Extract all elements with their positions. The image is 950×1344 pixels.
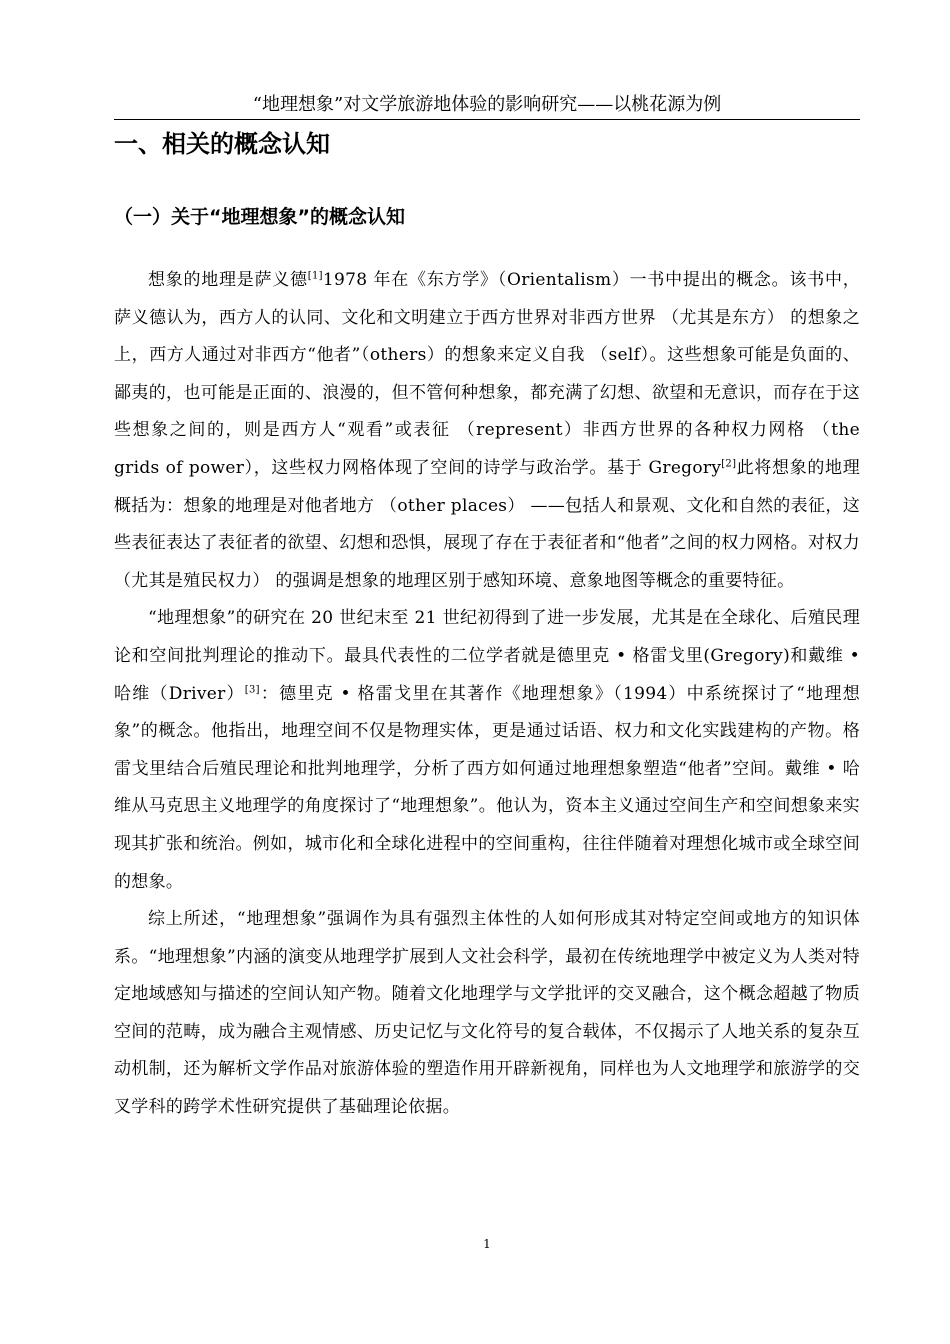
- page-number: 1: [483, 1237, 491, 1251]
- body-text: [114, 262, 860, 1127]
- citation-3: [3]: [244, 683, 260, 695]
- subsection-heading: （一）关于“地理想象”的概念认知: [114, 206, 405, 228]
- header-rule: [114, 119, 860, 120]
- citation-1: [1]: [307, 270, 323, 282]
- citation-2: [2]: [721, 458, 737, 470]
- paragraph-2-text-b: ：德里克 • 格雷戈里在其著作《地理想象》（1994）中系统探讨了“地理想象”的概念。他指出，地理空间不仅是物理实体，更是通过话语、权力和文化实践建构的产物。格雷戈里结合后殖民理论和批判地理学，分析了西方如何通过地理想象塑造“他者”空间。戴维 • 哈维从马克思主义地理学的角度探讨了“地理想象”。他认为，资本主义通过空间生产和空间想象来实现其扩张和统治。例如，城市化和全球化进程中的空间重构，往往伴随着对理想化城市或全球空间的想象。: [114, 683, 861, 892]
- paragraph-3-text: 综上所述，“地理想象”强调作为具有强烈主体性的人如何形成其对特定空间或地方的知识体系。“地理想象”内涵的演变从地理学扩展到人文社会科学，最初在传统地理学中被定义为人类对特定地域感知与描述的空间认知产物。随着文化地理学与文学批评的交叉融合，这个概念超越了物质空间的范畴，成为融合主观情感、历史记忆与文化符号的复合载体，不仅揭示了人地关系的复杂互动机制，还为解析文学作品对旅游体验的塑造作用开辟新视角，同样也为人文地理学和旅游学的交叉学科的跨学术性研究提供了基础理论依据。: [114, 909, 860, 1118]
- paragraph-3: [114, 901, 860, 1127]
- paragraph-1-text-b: 1978 年在《东方学》（Orientalism）一书中提出的概念。该书中，萨义德认为，西方人的认同、文化和文明建立于西方世界对非西方世界 （尤其是东方） 的想象之上，西方人通过对非西方“他者”（others）的想象来定义自我 （self）。这些想象可能是负面的、鄙夷的，也可能是正面的、浪漫的，但不管何种想象，都充满了幻想、欲望和无意识，而存在于这些想象之间的，则是西方人“观看”或表征 （represent）非西方世界的各种权力网格 （the grids of power），这些权力网格体现了空间的诗学与政治学。基于 Gregory: [114, 270, 860, 478]
- paragraph-1-text-c: 此将想象的地理概括为：想象的地理是对他者地方 （other places） ——包括人和景观、文化和自然的表征，这些表征表达了表征者的欲望、幻想和恐惧，展现了存在于表征者和“他者”之间的权力网格。对权力 （尤其是殖民权力） 的强调是想象的地理区别于感知环境、意象地图等概念的重要特征。: [114, 457, 860, 591]
- section-heading: 一、相关的概念认知: [114, 130, 330, 158]
- paragraph-2-text-a: “地理想象”的研究在 20 世纪末至 21 世纪初得到了进一步发展，尤其是在全球化、后殖民理论和空间批判理论的推动下。最具代表性的二位学者就是德里克 • 格雷戈里(Gregory)和戴维 • 哈维（Driver）: [114, 608, 860, 704]
- paragraph-1: [114, 262, 860, 600]
- paragraph-2: [114, 600, 860, 901]
- running-header: “地理想象”对文学旅游地体验的影响研究——以桃花源为例: [252, 94, 722, 115]
- paragraph-1-text-a: 想象的地理是萨义德: [148, 270, 308, 290]
